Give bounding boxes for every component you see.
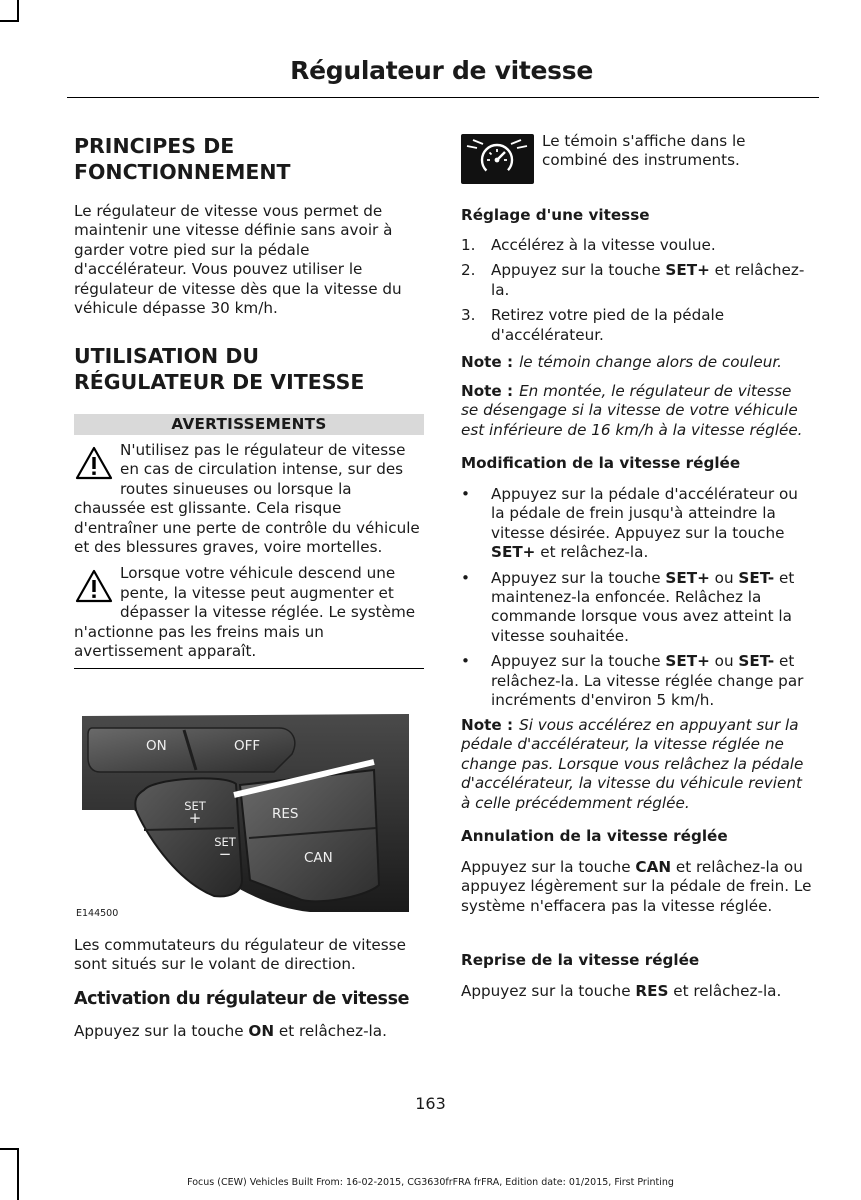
key-res: RES <box>635 982 669 1000</box>
minus-icon: − <box>218 845 232 863</box>
text-fragment: et relâchez-la. <box>535 543 649 562</box>
crop-mark <box>17 0 19 22</box>
modify-bullets <box>461 485 811 710</box>
can-button[interactable]: CAN <box>304 850 333 866</box>
warning-item <box>74 441 424 557</box>
indicator-text: Le témoin s'affiche dans le combiné des instruments. <box>542 132 746 170</box>
text-fragment: Appuyez sur la touche <box>461 982 636 1000</box>
note-label: Note : <box>461 353 514 371</box>
text-fragment: et relâchez-la. <box>491 261 805 299</box>
text-fragment: ou <box>709 568 739 587</box>
cruise-control-indicator <box>461 134 534 184</box>
off-button[interactable]: OFF <box>234 738 261 754</box>
section-title-principles <box>74 133 291 185</box>
text-fragment: Appuyez sur la touche <box>491 568 666 587</box>
key-set-plus: SET+ <box>665 568 710 587</box>
list-item <box>461 569 811 647</box>
set-minus-label: SET <box>214 835 236 849</box>
key-set-minus: SET- <box>738 652 775 671</box>
text-fragment: Appuyez sur la touche <box>491 261 666 280</box>
text-fragment: ou <box>709 652 739 671</box>
section-title-usage <box>74 343 364 395</box>
list-item <box>461 236 811 255</box>
resume-title: Reprise de la vitesse réglée <box>461 951 700 969</box>
cancel-paragraph <box>461 858 813 916</box>
activation-title: Activation du régulateur de vitesse <box>74 989 410 1009</box>
principles-paragraph: Le régulateur de vitesse vous permet de maintenir une vitesse définie sans avoir à garder votre pied sur la pédale d'accélérateur. Vous pouvez utiliser le régulateur de vitesse dès que la vitesse du véhicule dépasse 30 km/h. <box>74 202 402 318</box>
figure-caption: Les commutateurs du régulateur de vitesse sont situés sur le volant de direction. <box>74 936 406 974</box>
list-item <box>461 306 811 345</box>
text-fragment: Appuyez sur la touche <box>74 1022 249 1040</box>
header-rule <box>67 97 819 98</box>
step-number: 1. <box>461 236 476 254</box>
text-fragment: Retirez votre pied de la pédale d'accélérateur. <box>491 306 725 344</box>
key-set-plus: SET+ <box>665 261 710 280</box>
note-2 <box>461 382 813 440</box>
key-set-minus: SET- <box>738 568 775 587</box>
text-fragment: et relâchez-la. La vitesse réglée change par incréments d'environ 5 km/h. <box>491 652 804 710</box>
warnings-box <box>74 414 424 669</box>
resume-paragraph <box>461 982 813 1001</box>
set-plus-button[interactable] <box>180 800 210 825</box>
set-plus-label: SET <box>184 799 206 813</box>
crop-mark <box>17 1150 19 1200</box>
section-title-line: FONCTIONNEMENT <box>74 160 291 184</box>
step-number: 2. <box>461 261 476 280</box>
cancel-title: Annulation de la vitesse réglée <box>461 827 728 845</box>
text-fragment: et maintenez-la enfoncée. Relâchez la commande lorsque vous avez atteint la vitesse souhaitée. <box>491 568 795 645</box>
key-set-plus: SET+ <box>491 543 536 562</box>
setting-steps <box>461 236 811 345</box>
key-on: ON <box>248 1022 275 1040</box>
key-can: CAN <box>635 858 672 876</box>
key-set-plus: SET+ <box>665 652 710 671</box>
footer-text: Focus (CEW) Vehicles Built From: 16-02-2015, CG3630frFRA frFRA, Edition date: 01/2015, First Printing <box>187 1177 674 1188</box>
warning-triangle-icon <box>74 568 114 604</box>
plus-icon: + <box>188 809 202 827</box>
warning-triangle-icon <box>74 445 114 481</box>
bullet: • <box>461 485 470 503</box>
steering-switches-figure <box>74 700 424 925</box>
note-1 <box>461 353 813 372</box>
note-text: Si vous accélérez en appuyant sur la pédale d'accélérateur, la vitesse réglée ne change pas. Lorsque vous relâchez la pédale d'accélérateur, la vitesse du véhicule revient à celle précédemment réglée. <box>461 716 804 812</box>
section-title-line: RÉGULATEUR DE VITESSE <box>74 370 365 394</box>
list-item <box>461 485 811 563</box>
section-title-line: UTILISATION DU <box>74 344 259 368</box>
modify-title: Modification de la vitesse réglée <box>461 454 741 472</box>
on-button[interactable]: ON <box>146 738 167 754</box>
activation-paragraph <box>74 1022 424 1041</box>
text-fragment: et relâchez-la ou appuyez légèrement sur la pédale de frein. Le système n'effacera pas la vitesse réglée. <box>461 858 812 915</box>
note-label: Note : <box>461 716 514 734</box>
note-label: Note : <box>461 382 514 400</box>
page-title: Régulateur de vitesse <box>290 56 593 85</box>
warnings-rule <box>74 668 424 669</box>
set-minus-button[interactable] <box>210 836 240 861</box>
warning-item <box>74 564 424 661</box>
text-fragment: Accélérez à la vitesse voulue. <box>491 236 716 254</box>
setting-title: Réglage d'une vitesse <box>461 206 650 224</box>
warning-text: Lorsque votre véhicule descend une pente, la vitesse peut augmenter et dépasser la vitesse réglée. Le système n'actionne pas les freins mais un avertissement apparaît. <box>74 564 416 661</box>
note-3 <box>461 716 813 813</box>
text-fragment: Appuyez sur la touche <box>461 858 636 876</box>
text-fragment: Appuyez sur la touche <box>491 652 666 671</box>
crop-mark <box>0 1148 19 1150</box>
section-title-line: PRINCIPES DE <box>74 134 235 158</box>
text-fragment: et relâchez-la. <box>274 1022 387 1040</box>
list-item <box>461 652 811 710</box>
text-fragment: Appuyez sur la pédale d'accélérateur ou la pédale de frein jusqu'à atteindre la vitesse désirée. Appuyez sur la touche <box>491 485 798 542</box>
page-number: 163 <box>415 1094 446 1113</box>
note-text: le témoin change alors de couleur. <box>519 353 782 371</box>
note-text: En montée, le régulateur de vitesse se désengage si la vitesse de votre véhicule est inférieure de 16 km/h à la vitesse réglée. <box>461 382 803 439</box>
warning-text: N'utilisez pas le régulateur de vitesse en cas de circulation intense, sur des routes sinueuses ou lorsque la chaussée est glissante. Cela risque d'entraîner une perte de contrôle du véhicule et des blessures graves, voire mortelles. <box>74 441 420 557</box>
bullet: • <box>461 568 470 587</box>
speedometer-icon <box>461 134 534 184</box>
steering-wheel-illustration <box>74 700 424 925</box>
list-item <box>461 261 811 300</box>
text-fragment: et relâchez-la. <box>668 982 782 1000</box>
warnings-header: AVERTISSEMENTS <box>74 414 424 435</box>
crop-mark <box>0 20 17 22</box>
bullet: • <box>461 652 470 671</box>
step-number: 3. <box>461 306 476 325</box>
res-button[interactable]: RES <box>272 806 299 822</box>
figure-code: E144500 <box>76 908 119 919</box>
